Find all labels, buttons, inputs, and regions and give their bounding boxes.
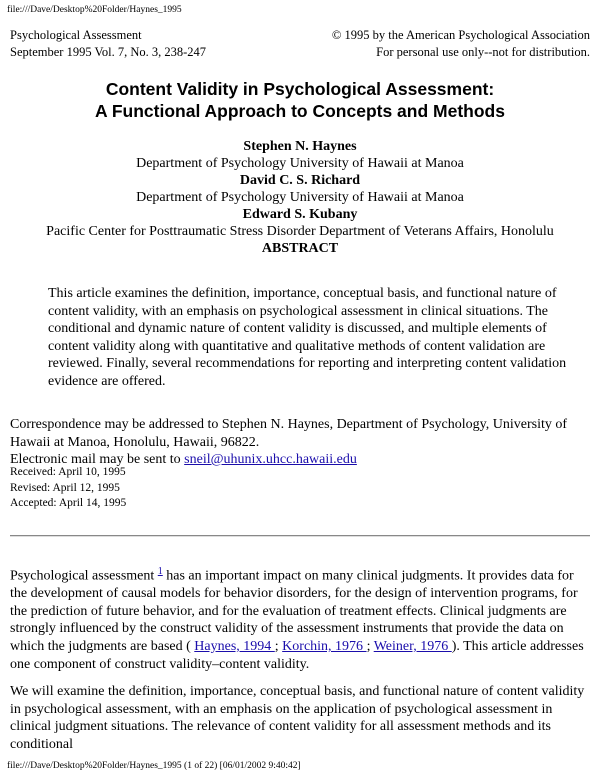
author-affiliation: Department of Psychology University of Hawaii at Manoa [136,156,464,171]
paragraph-text: has an important impact on many clinical judgments. It provides data for the development of causal models for behavior disorders, for the design of intervention programs, for the prediction of future behavior, and for the evaluation of treatment effects. Clinical judgments are strongly influenced by the construct validity of the assessment instruments that provide the data on which the judgments are based ( [10,568,578,655]
correspondence-text: Correspondence may be addressed to Stephen N. Haynes, Department of Psychology, University of Hawaii at Manoa, Honolulu, Hawaii, 96822. [10,417,568,450]
abstract-heading: ABSTRACT [261,241,339,256]
footnote-link[interactable]: 1 [157,566,163,577]
separator: ; [274,639,283,655]
email-prefix: Electronic mail may be sent to [10,452,185,467]
browser-top-url: file:///Dave/Desktop%20Folder/Haynes_1995 [7,5,182,15]
citation-link[interactable]: Haynes, 1994 [194,639,275,655]
body-paragraph [10,563,592,673]
author-name: Edward S. Kubany [242,207,358,222]
correspondence [10,416,590,469]
title-line-1: Content Validity in Psychological Assessment: [105,79,495,99]
author-name: David C. S. Richard [239,173,361,188]
email-link[interactable]: sneil@uhunix.uhcc.hawaii.edu [184,452,357,467]
article-title [0,78,600,122]
horizontal-rule [10,535,590,537]
separator: ; [366,639,374,655]
date-revised: Revised: April 12, 1995 [10,481,120,494]
citation-link[interactable]: Weiner, 1976 [373,639,452,655]
author-block [0,138,600,257]
use-notice: For personal use only--not for distribution. [376,45,590,59]
copyright-notice: © 1995 by the American Psychological Association [331,28,590,42]
paragraph-text: ). This article addresses one component of construct validity–content validity. [10,639,584,672]
journal-issue: September 1995 Vol. 7, No. 3, 238-247 [10,45,207,59]
article-dates [10,465,126,512]
title-line-2: A Functional Approach to Concepts and Methods [95,101,505,121]
paragraph-text: Psychological assessment [10,568,158,584]
abstract-text: This article examines the definition, importance, conceptual basis, and functional nature of content validity, with an emphasis on psychological assessment in clinical situations. The conditional and dynamic nature of content validity is discussed, and multiple elements of content validity along with quantitative and qualitative methods of content validation are reviewed. Finally, several recommendations for reporting and interpreting content validation evidence are offered. [48,286,567,389]
author-name: Stephen N. Haynes [243,139,357,154]
author-affiliation: Department of Psychology University of Hawaii at Manoa [136,190,464,205]
date-accepted: Accepted: April 14, 1995 [10,497,127,509]
browser-footer: file:///Dave/Desktop%20Folder/Haynes_1995 (1 of 22) [06/01/2002 9:40:42] [7,761,301,771]
date-received: Received: April 10, 1995 [10,466,126,478]
journal-name: Psychological Assessment [10,28,142,42]
body-paragraph: We will examine the definition, importance, conceptual basis, and functional nature of content validity in psychological assessment, with an emphasis on the application of psychological assessment in clinical judgment situations. The relevance of content validity for all assessment methods and its conditional [10,684,585,752]
citation-link[interactable]: Korchin, 1976 [282,639,367,655]
author-affiliation: Pacific Center for Posttraumatic Stress Disorder Department of Veterans Affairs, Honolulu [46,224,554,239]
